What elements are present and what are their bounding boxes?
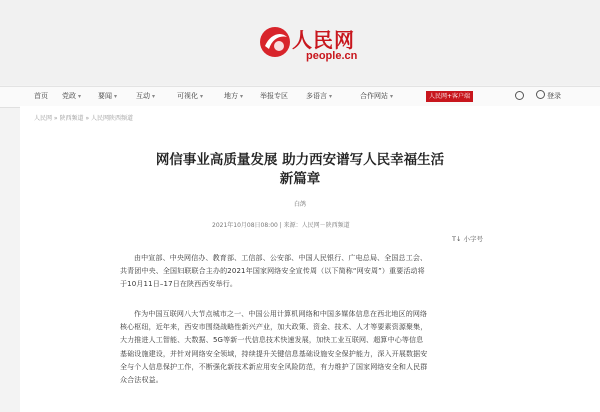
breadcrumb-item[interactable]: 人民网 bbox=[34, 115, 53, 122]
article-author: 白鸽 bbox=[293, 201, 306, 208]
nav-item-party[interactable]: 党政 ▾ bbox=[62, 92, 82, 100]
chevron-down-icon: ▾ bbox=[152, 93, 156, 100]
article-paragraph-2: 作为中国互联网八大节点城市之一、中国公用计算机网络和中国多媒体信息在西北地区的网络 核心枢纽，近年来，西安市围绕战略性新兴产业，加大政策、资金、技术、人才等要素资源聚集， 大力推进人工智能、大数据、5G等新一代信息技术快速发展，加快工业互联网、超算中心等信息 基础设施建设，并针对网络安全领域，持续提升关键信息基础设施安全保护能力，深入开展数据安 全与个人信息保护工作，不断强化新技术新应用安全风险防范，有力维护了国家网络安全和人民群 众合法权益。 bbox=[120, 310, 428, 385]
chevron-down-icon: ▾ bbox=[240, 93, 244, 100]
nav-item-language[interactable]: 多语言 ▾ bbox=[306, 92, 333, 100]
logo-text-cn: 人民网 bbox=[292, 28, 355, 52]
nav-item-interact[interactable]: 互动 ▾ bbox=[136, 92, 156, 100]
login-button[interactable]: 登录 bbox=[536, 90, 561, 101]
main-nav bbox=[0, 86, 600, 108]
nav-item-visual[interactable]: 可视化 ▾ bbox=[177, 92, 204, 100]
site-logo[interactable] bbox=[0, 10, 600, 70]
chevron-down-icon: ▾ bbox=[329, 93, 333, 100]
breadcrumb: 人民网 » 陕西频道 » 人民网陕西频道 bbox=[34, 115, 134, 122]
search-icon[interactable] bbox=[515, 91, 524, 100]
article-title: 网信事业高质量发展 助力西安谱写人民幸福生活 新篇章 bbox=[155, 152, 445, 187]
nav-item-partners[interactable]: 合作网站 ▾ bbox=[360, 92, 394, 100]
article-paragraph-1: 由中宣部、中央网信办、教育部、工信部、公安部、中国人民银行、广电总局、全国总工会、 共青团中央、全国妇联联合主办的2021年国家网络安全宣传周（以下简称“网安周”）重要活动将 于10月11日–17日在陕西西安举行。 bbox=[120, 254, 428, 289]
nav-item-news[interactable]: 要闻 ▾ bbox=[98, 92, 118, 100]
article-meta: 2021年10月08日08:00 | 来源：人民网－陕西频道 bbox=[212, 222, 350, 229]
logo-swoosh-icon bbox=[258, 25, 292, 59]
nav-item-report[interactable]: 举报专区 bbox=[260, 92, 288, 100]
app-badge-button[interactable]: 人民网+客户端 bbox=[426, 91, 473, 102]
nav-item-home[interactable]: 首页 bbox=[34, 92, 48, 100]
chevron-down-icon: ▾ bbox=[114, 93, 118, 100]
breadcrumb-item[interactable]: 陕西频道 bbox=[59, 115, 84, 122]
nav-item-local[interactable]: 地方 ▾ bbox=[224, 92, 244, 100]
breadcrumb-item[interactable]: 人民网陕西频道 bbox=[91, 115, 134, 122]
font-size-toggle[interactable]: T↓ 小字号 bbox=[452, 235, 483, 243]
chevron-down-icon: ▾ bbox=[200, 93, 204, 100]
logo-text-en: people.cn bbox=[306, 50, 358, 62]
user-icon bbox=[536, 90, 545, 99]
chevron-down-icon: ▾ bbox=[390, 93, 394, 100]
chevron-down-icon: ▾ bbox=[78, 93, 82, 100]
